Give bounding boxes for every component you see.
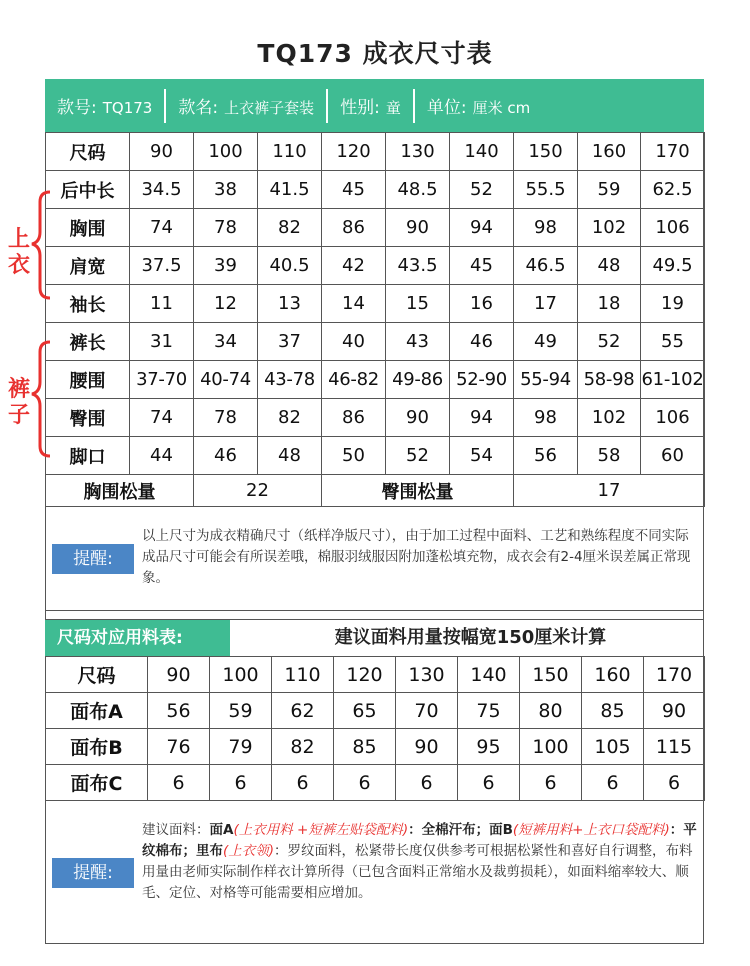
value-cell: 82 — [258, 399, 322, 437]
value-cell: 48 — [258, 437, 322, 475]
value-cell: 75 — [458, 693, 520, 729]
value-cell: 48 — [578, 247, 641, 285]
measure-label-cell: 腰围 — [46, 361, 130, 399]
value-cell: 6 — [396, 765, 458, 801]
size-header-cell: 160 — [578, 133, 641, 171]
value-cell: 55 — [641, 323, 705, 361]
value-cell: 55-94 — [514, 361, 578, 399]
value-cell: 45 — [450, 247, 514, 285]
measure-label-cell: 肩宽 — [46, 247, 130, 285]
value-cell: 74 — [130, 209, 194, 247]
value-cell: 106 — [641, 399, 705, 437]
value-cell: 40 — [322, 323, 386, 361]
value-cell: 46 — [194, 437, 258, 475]
fabric-reminder-text: 建议面料：面A(上衣用料 +短裤左贴袋配料)：全棉汗布；面B(短裤用料+上衣口袋配料)：平纹棉布；里布(上衣领)：罗纹面料，松紧带长度仅供参考可根据松紧性和喜好自行调整，布料用量由老师实际制作样衣计算所得（已包含面料正常缩水及裁剪损耗），如面料缩率较大、顺毛、定位、对格等可能需要相应增加。 — [142, 822, 697, 901]
measure-label-cell: 袖长 — [46, 285, 130, 323]
value-cell: 58-98 — [578, 361, 641, 399]
value-cell: 46.5 — [514, 247, 578, 285]
size-header-cell: 140 — [450, 133, 514, 171]
fabric-table-row — [46, 765, 705, 801]
value-cell: 52 — [386, 437, 450, 475]
value-cell: 37.5 — [130, 247, 194, 285]
top-group-label-1: 上 — [8, 227, 31, 252]
value-cell: 12 — [194, 285, 258, 323]
size-header-cell: 170 — [641, 133, 705, 171]
value-cell: 78 — [194, 209, 258, 247]
value-cell: 13 — [258, 285, 322, 323]
reminder-text: 以上尺寸为成衣精确尺寸（纸样净版尺寸），由于加工过程中面料、工艺和熟练程度不同实际成品尺寸可能会有所误差哦，棉服羽绒服因附加蓬松填充物，成衣会有2-4厘米误差属正常现象。 — [142, 528, 691, 586]
value-cell: 85 — [582, 693, 644, 729]
value-cell: 94 — [450, 209, 514, 247]
value-cell: 16 — [450, 285, 514, 323]
value-cell: 100 — [520, 729, 582, 765]
size-header-cell: 150 — [514, 133, 578, 171]
value-cell: 6 — [272, 765, 334, 801]
size-header-cell: 160 — [582, 657, 644, 693]
size-header-cell: 120 — [334, 657, 396, 693]
value-cell: 115 — [644, 729, 705, 765]
chest-slack-label: 胸围松量 — [46, 475, 194, 507]
measure-label-cell: 面布A — [46, 693, 148, 729]
hip-slack-label: 臀围松量 — [322, 475, 514, 507]
value-cell: 78 — [194, 399, 258, 437]
value-cell: 106 — [641, 209, 705, 247]
value-cell: 61-102 — [641, 361, 705, 399]
value-cell: 6 — [334, 765, 396, 801]
slack-row — [46, 475, 705, 507]
gender: 性别: 童 — [340, 98, 401, 118]
value-cell: 48.5 — [386, 171, 450, 209]
value-cell: 59 — [210, 693, 272, 729]
size-table-row — [46, 399, 705, 437]
fabric-reminder-tag: 提醒: — [52, 858, 134, 888]
size-header-cell: 170 — [644, 657, 705, 693]
reminder-note — [45, 506, 704, 611]
value-cell: 34 — [194, 323, 258, 361]
value-cell: 6 — [458, 765, 520, 801]
fabric-table-row — [46, 693, 705, 729]
value-cell: 6 — [582, 765, 644, 801]
value-cell: 18 — [578, 285, 641, 323]
value-cell: 14 — [322, 285, 386, 323]
value-cell: 6 — [210, 765, 272, 801]
value-cell: 58 — [578, 437, 641, 475]
value-cell: 46-82 — [322, 361, 386, 399]
fabric-table-row — [46, 729, 705, 765]
size-header-cell: 90 — [148, 657, 210, 693]
value-cell: 40-74 — [194, 361, 258, 399]
value-cell: 102 — [578, 399, 641, 437]
measure-label-cell: 脚口 — [46, 437, 130, 475]
header-label-cell: 尺码 — [46, 657, 148, 693]
value-cell: 90 — [644, 693, 705, 729]
value-cell: 98 — [514, 209, 578, 247]
measure-label-cell: 面布B — [46, 729, 148, 765]
slack-table — [45, 474, 705, 507]
size-header-cell: 120 — [322, 133, 386, 171]
style-name: 款名: 上衣裤子套装 — [178, 98, 315, 118]
size-table-row — [46, 437, 705, 475]
value-cell: 49-86 — [386, 361, 450, 399]
value-cell: 11 — [130, 285, 194, 323]
value-cell: 105 — [582, 729, 644, 765]
size-header-cell: 110 — [258, 133, 322, 171]
size-header-cell: 100 — [210, 657, 272, 693]
value-cell: 42 — [322, 247, 386, 285]
chest-slack-value: 22 — [194, 475, 322, 507]
value-cell: 41.5 — [258, 171, 322, 209]
value-cell: 59 — [578, 171, 641, 209]
value-cell: 46 — [450, 323, 514, 361]
value-cell: 80 — [520, 693, 582, 729]
measure-label-cell: 臀围 — [46, 399, 130, 437]
fabric-table-header-row — [46, 657, 705, 693]
unit: 单位: 厘米 cm — [426, 98, 531, 118]
value-cell: 90 — [386, 399, 450, 437]
value-cell: 102 — [578, 209, 641, 247]
size-header-cell: 140 — [458, 657, 520, 693]
value-cell: 56 — [514, 437, 578, 475]
size-table-row — [46, 209, 705, 247]
value-cell: 90 — [396, 729, 458, 765]
value-cell: 17 — [514, 285, 578, 323]
size-header-cell: 90 — [130, 133, 194, 171]
fabric-table — [45, 656, 705, 801]
reminder-tag: 提醒: — [52, 544, 134, 574]
value-cell: 40.5 — [258, 247, 322, 285]
measure-label-cell: 后中长 — [46, 171, 130, 209]
page-title: TQ173 成衣尺寸表 — [257, 39, 493, 68]
value-cell: 55.5 — [514, 171, 578, 209]
value-cell: 34.5 — [130, 171, 194, 209]
value-cell: 82 — [272, 729, 334, 765]
fabric-header-bar — [45, 619, 704, 656]
value-cell: 82 — [258, 209, 322, 247]
value-cell: 86 — [322, 399, 386, 437]
info-header-bar — [45, 79, 704, 132]
size-header-cell: 110 — [272, 657, 334, 693]
size-table-row — [46, 247, 705, 285]
value-cell: 94 — [450, 399, 514, 437]
top-group-label-2: 衣 — [8, 253, 31, 278]
fabric-width-note: 建议面料用量按幅宽150厘米计算 — [334, 627, 607, 648]
value-cell: 49 — [514, 323, 578, 361]
size-table-row — [46, 323, 705, 361]
value-cell: 62 — [272, 693, 334, 729]
value-cell: 60 — [641, 437, 705, 475]
header-label-cell: 尺码 — [46, 133, 130, 171]
value-cell: 43-78 — [258, 361, 322, 399]
size-header-cell: 130 — [386, 133, 450, 171]
value-cell: 43 — [386, 323, 450, 361]
pants-group-label-2: 子 — [8, 403, 31, 428]
pants-group-brace — [32, 342, 50, 456]
hip-slack-value: 17 — [514, 475, 705, 507]
size-header-cell: 150 — [520, 657, 582, 693]
value-cell: 52 — [578, 323, 641, 361]
size-header-cell: 100 — [194, 133, 258, 171]
value-cell: 85 — [334, 729, 396, 765]
value-cell: 52-90 — [450, 361, 514, 399]
value-cell: 38 — [194, 171, 258, 209]
value-cell: 6 — [520, 765, 582, 801]
value-cell: 37 — [258, 323, 322, 361]
value-cell: 79 — [210, 729, 272, 765]
value-cell: 52 — [450, 171, 514, 209]
value-cell: 56 — [148, 693, 210, 729]
value-cell: 65 — [334, 693, 396, 729]
value-cell: 39 — [194, 247, 258, 285]
value-cell: 45 — [322, 171, 386, 209]
value-cell: 62.5 — [641, 171, 705, 209]
fabric-table-tag: 尺码对应用料表: — [45, 620, 230, 656]
value-cell: 43.5 — [386, 247, 450, 285]
value-cell: 15 — [386, 285, 450, 323]
value-cell: 6 — [644, 765, 705, 801]
value-cell: 31 — [130, 323, 194, 361]
measure-label-cell: 胸围 — [46, 209, 130, 247]
top-group-brace — [32, 192, 50, 298]
measure-label-cell: 裤长 — [46, 323, 130, 361]
value-cell: 6 — [148, 765, 210, 801]
value-cell: 90 — [386, 209, 450, 247]
style-number: 款号: TQ173 — [57, 98, 153, 118]
value-cell: 74 — [130, 399, 194, 437]
value-cell: 98 — [514, 399, 578, 437]
value-cell: 76 — [148, 729, 210, 765]
size-table-header-row — [46, 133, 705, 171]
value-cell: 70 — [396, 693, 458, 729]
value-cell: 37-70 — [130, 361, 194, 399]
value-cell: 49.5 — [641, 247, 705, 285]
value-cell: 54 — [450, 437, 514, 475]
size-table — [45, 132, 705, 475]
measure-label-cell: 面布C — [46, 765, 148, 801]
size-header-cell: 130 — [396, 657, 458, 693]
pants-group-label-1: 裤 — [8, 377, 31, 402]
fabric-reminder-note — [45, 800, 704, 944]
size-table-row — [46, 285, 705, 323]
size-table-row — [46, 171, 705, 209]
value-cell: 95 — [458, 729, 520, 765]
value-cell: 19 — [641, 285, 705, 323]
value-cell: 86 — [322, 209, 386, 247]
size-table-row — [46, 361, 705, 399]
value-cell: 44 — [130, 437, 194, 475]
value-cell: 50 — [322, 437, 386, 475]
